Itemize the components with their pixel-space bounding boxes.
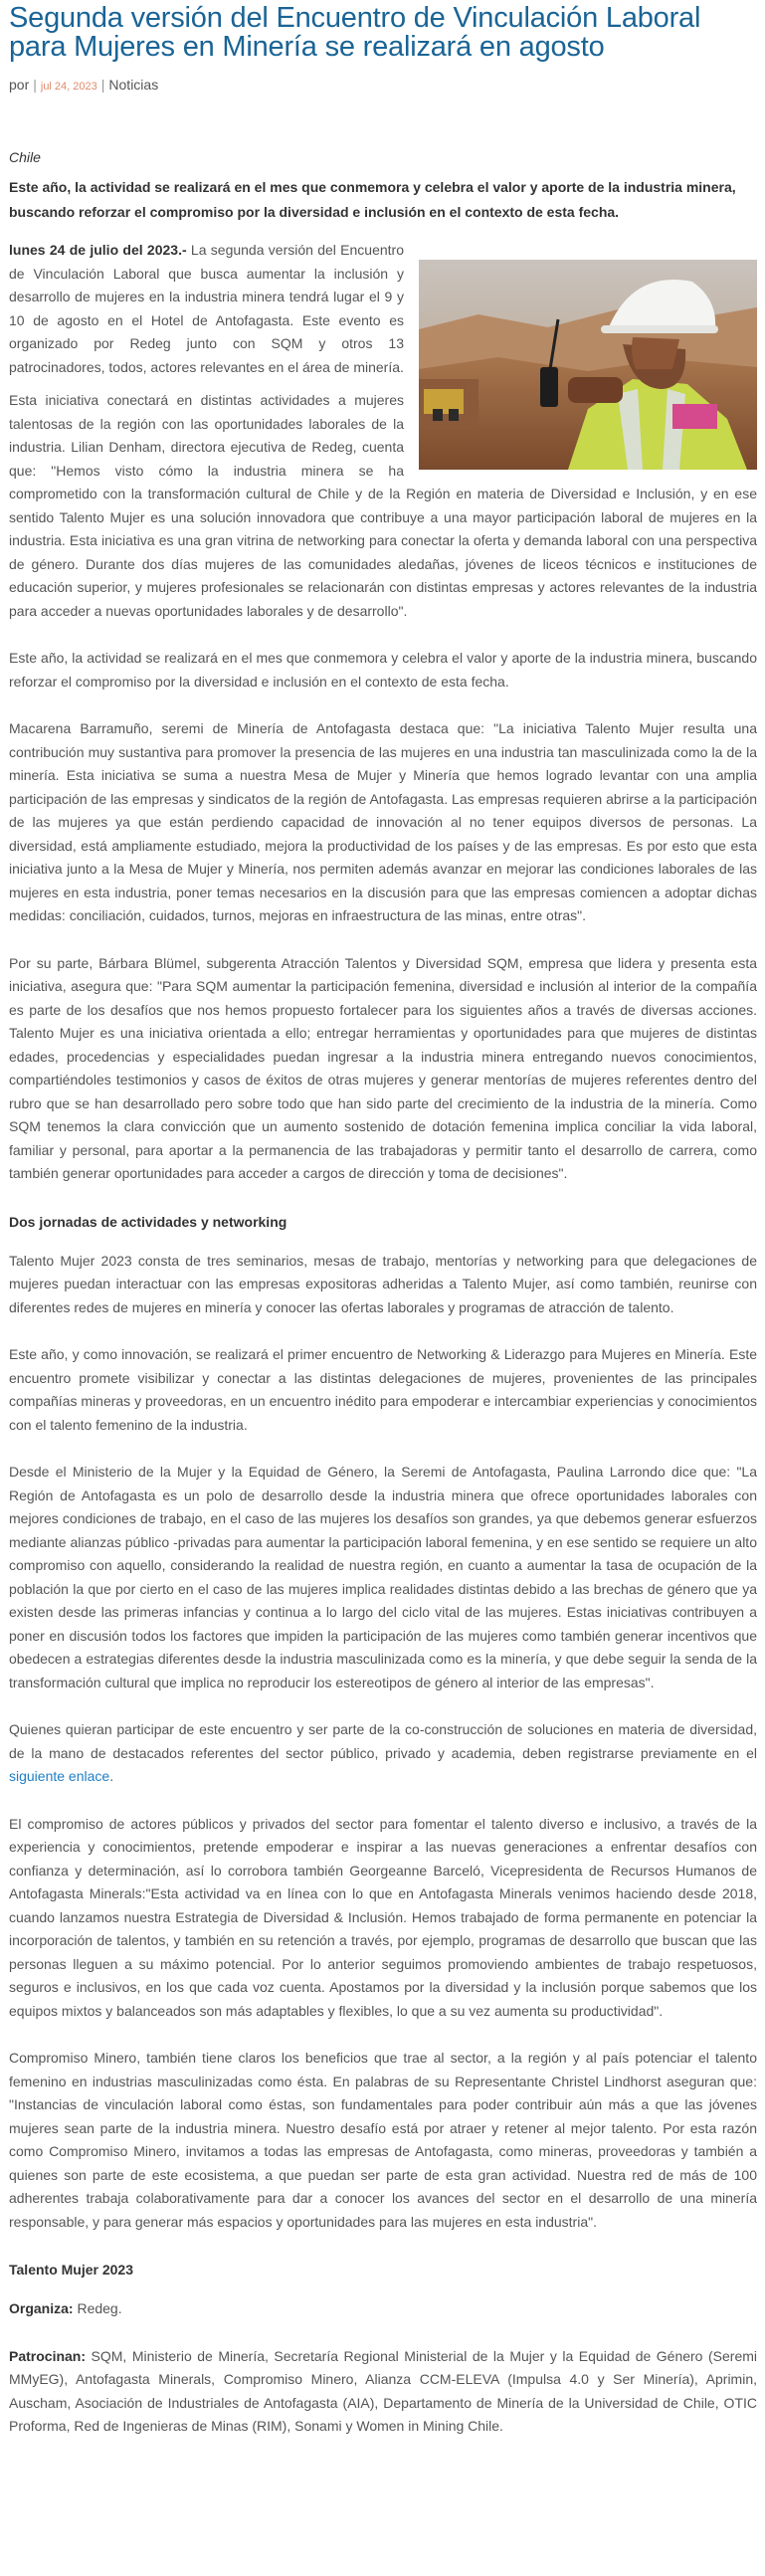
- registration-end: .: [109, 1768, 114, 1784]
- section-heading: Dos jornadas de actividades y networking: [9, 1213, 287, 1230]
- miner-woman-photo: [419, 260, 757, 470]
- category-link[interactable]: Noticias: [108, 77, 159, 93]
- registration-text: Quienes quieran participar de este encuentro y ser parte de la co-construcción de soluciones en materia de diversidad, de la mano de destacados referentes del sector público, privado y academia, deben registrarse previamente en el: [9, 1721, 757, 1761]
- paragraph: Por su parte, Bárbara Blümel, subgerenta Atracción Talentos y Diversidad SQM, empresa que lidera y presenta esta iniciativa, asegura que: "Para SQM aumentar la participación femenina, diversidad e inclusión al interior de la compañía es parte de los desafíos que nos hemos propuesto fortalecer para los siguientes años a través de diversas acciones. Talento Mujer es una iniciativa orientada a ello; entregar herramientas y oportunidades para que mujeres de distintas edades, procedencias y especialidades puedan ingresar a la industria minera entregando nuevos conocimientos, compartiéndoles testimonios y casos de éxitos de otras mujeres y generar mentorías de mujeres referentes dentro del rubro que se han desarrollado pero sobre todo que han sido parte del crecimiento de la industria de la minería. Como SQM tenemos la clara convicción que un aumento sostenido de dotación femenina implica conciliar la vida laboral, familiar y personal, para aportar a la permanencia de las trabajadoras y permitir tanto el desarrollo de carrera, como también generar oportunidades para acceder a cargos de dirección y toma de decisiones".: [9, 954, 757, 1181]
- paragraph: Este año, la actividad se realizará en el mes que conmemora y celebra el valor y aporte de la industria minera, buscando reforzar el compromiso por la diversidad e inclusión en el contexto de esta fecha.: [9, 650, 757, 690]
- paragraph: Talento Mujer 2023 consta de tres seminarios, mesas de trabajo, mentorías y networking para que delegaciones de mujeres puedan interactuar con las empresas expositoras adheridas a Talento Mujer, así como también, reunirse con diferentes redes de mujeres en minería y conocer las ofertas laborales y programas de atracción de talento.: [9, 1252, 757, 1315]
- organizer-label: Organiza:: [9, 2300, 74, 2316]
- sponsors-label: Patrocinan:: [9, 2347, 87, 2364]
- location-label: Chile: [9, 149, 41, 165]
- sponsors-value: SQM, Ministerio de Minería, Secretaría Regional Ministerial de la Mujer y la Equidad de Género (Seremi MMyEG), Antofagasta Minerals, Compromiso Minero, Alianza CCM-ELEVA (Impulsa 4.0 y Ser Minería), Aprimin, Auscham, Asociación de Industriales de Antofagasta (AIA), Departamento de Minería de la Universidad de Chile, OTIC Proforma, Red de Ingenieras de Minas (RIM), Sonami y Women in Mining Chile.: [9, 2347, 757, 2434]
- author-label: por: [9, 77, 30, 93]
- meta-separator: |: [100, 77, 105, 93]
- paragraph-date: lunes 24 de julio del 2023.-: [9, 242, 187, 258]
- article-title: Segunda versión del Encuentro de Vinculación Laboral para Mujeres en Minería se realizará en agosto: [9, 2, 701, 63]
- paragraph: Macarena Barramuño, seremi de Minería de Antofagasta destaca que: "La iniciativa Talento Mujer resulta una contribución muy sustantiva para promover la presencia de las mujeres en una industria tan masculinizada como la de la minería. Esta iniciativa se suma a nuestra Mesa de Mujer y Minería que hemos logrado levantar con una amplia participación de las empresas y sindicatos de la región de Antofagasta. Las empresas requieren abrirse a la participación de las mujeres ya que están perdiendo capacidad de innovación al no tener equipos diversos de personas. La diversidad, está ampliamente estudiado, mejora la productividad de los países y de las empresas. Es por esto que esta iniciativa junto a la Mesa de Mujer y Minería, nos permiten además avanzar en mejorar las condiciones laborales de las mujeres en esta industria, poner temas necesarios en la discusión para que las empresas comiencen a adoptar dichas medidas: conciliación, cuidados, turnos, mejoras en infraestructura de las minas, entre otras".: [9, 720, 757, 923]
- paragraph-sponsors: [9, 2345, 757, 2439]
- paragraph: Desde el Ministerio de la Mujer y la Equidad de Género, la Seremi de Antofagasta, Paulina Larrondo dice que: "La Región de Antofagasta es un polo de desarrollo desde la industria minera que ofrece oportunidades laborales con mejores condiciones de trabajo, en el caso de las mujeres los desafíos son grandes, ya que debemos generar esfuerzos mediante alianzas público -privadas para aumentar la participación laboral femenina, y en ese sentido se requiere un alto compromiso con aquello, considerando la realidad de nuestra región, en cuanto a aumentar la tasa de ocupación de la población la que por cierto en el caso de las mujeres implica realidades distintas debido a las brechas de género que ya existen desde las primeras infancias y continua a lo largo del ciclo vital de las mujeres. Estas iniciativas contribuyen a poner en discusión todos los factores que impiden la participación de las mujeres como también generar incentivos que obedecen a estrategias diferentes desde la industria masculinizada como es la minería, y que debe seguir la senda de la transformación cultural que implica no reproducir los estereotipos de género al interior de las empresas".: [9, 1464, 757, 1690]
- registration-link[interactable]: siguiente enlace: [9, 1768, 110, 1784]
- paragraph-organizer: [9, 2297, 757, 2321]
- paragraph-registration: [9, 1718, 757, 1789]
- article-body: [9, 239, 757, 2439]
- section-heading: Talento Mujer 2023: [9, 2262, 134, 2278]
- article-meta: [9, 77, 757, 95]
- paragraph: Este año, y como innovación, se realizará el primer encuentro de Networking & Liderazgo para Mujeres en Minería. Este encuentro promete visibilizar y conectar a las distintas delegaciones de mujeres, provenientes de las principales compañías mineras y proveedoras, en un encuentro inédito para empoderar e intercambiar experiencias y conocimientos con el talento femenino de la industria.: [9, 1346, 757, 1433]
- article-lead: Este año, la actividad se realizará en el mes que conmemora y celebra el valor y aporte de la industria minera, buscando reforzar el compromiso por la diversidad e inclusión en el contexto de esta fecha.: [9, 179, 736, 220]
- publish-date: jul 24, 2023: [40, 81, 97, 93]
- paragraph: Esta iniciativa conectará en distintas actividades a mujeres talentosas de la región con las oportunidades laborales de la industria. Lilian Denham, directora ejecutiva de Redeg, cuenta que: "Hemos visto cómo la industria minera se ha comprometido con la transformación cultural de Chile y de la Región en materia de Diversidad e Inclusión, y en ese sentido Talento Mujer es una solución innovadora que contribuye a una mayor participación laboral de mujeres en la industria. Esta iniciativa es una gran vitrina de networking para conectar la oferta y demanda laboral con una perspectiva de género. Durante dos días mujeres de las comunidades aledañas, jóvenes de liceos técnicos e instituciones de educación superior, y mujeres profesionales se relacionarán con distintas empresas y actores relevantes de la industria para acceder a nuevas oportunidades laborales y de desarrollo".: [9, 392, 757, 619]
- paragraph: Compromiso Minero, también tiene claros los beneficios que trae al sector, a la región y al país potenciar el talento femenino en industrias masculinizadas como ésta. En palabras de su Representante Christel Lindhorst aseguran que: "Instancias de vinculación laboral como éstas, son fundamentales para poder contribuir aún más a que las jóvenes mujeres sean parte de la industria minera. Nuestro desafío está por atraer y retener al mejor talento. Por esta razón como Compromiso Minero, invitamos a todas las empresas de Antofagasta, como mineras, proveedoras y también a quienes son parte de este ecosistema, a que puedan ser parte de esta gran actividad. Nuestra red de más de 100 adherentes trabaja colaborativamente para dar a conocer los avances del sector en el desarrollo de una minería responsable, y para generar más espacios y oportunidades para las mujeres en esta industria".: [9, 2050, 757, 2230]
- paragraph: El compromiso de actores públicos y privados del sector para fomentar el talento diverso e inclusivo, a través de la experiencia y conocimientos, pretende empoderar e inspirar a las nuevas generaciones a enfrentar desafíos con confianza y determinación, así lo corrobora también Georgeanne Barceló, Vicepresidenta de Recursos Humanos de Antofagasta Minerals:"Esta actividad va en línea con lo que en Antofagasta Minerals venimos haciendo desde 2018, cuando lanzamos nuestra Estrategia de Diversidad & Inclusión. Hemos trabajado de forma permanente en potenciar la incorporación de talentos, y también en su retención a través, por ejemplo, programas de desarrollo que buscan que las personas lleguen a su máximo potencial. Por lo anterior seguimos promoviendo ambientes de trabajo respetuosos, seguros e inclusivos, en los que cada voz cuenta. Apostamos por la diversidad y la inclusión porque sabemos que los equipos mixtos y balanceados son más adaptables y flexibles, lo que a su vez aumenta su productividad".: [9, 1815, 757, 2019]
- organizer-value: Redeg.: [73, 2300, 122, 2316]
- paragraph-intro-text: La segunda versión del Encuentro de Vinculación Laboral que busca aumentar la inclusión y desarrollo de mujeres en la industria minera tendrá lugar el 9 y 10 de agosto en el Hotel de Antofagasta. Este evento es organizado por Redeg junto con SQM y otros 13 patrocinadores, todos, actores relevantes en el área de minería.: [9, 242, 404, 375]
- article-page: [0, 4, 765, 2439]
- meta-separator: |: [33, 77, 37, 93]
